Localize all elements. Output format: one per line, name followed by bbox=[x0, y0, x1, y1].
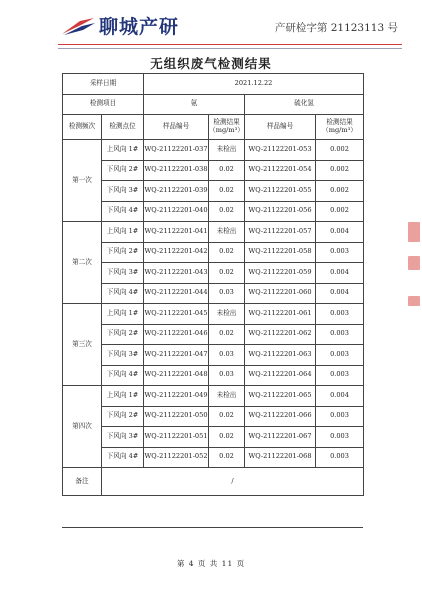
unit-label: （mg/m³） bbox=[209, 126, 244, 134]
point-cell: 上风向 1# bbox=[102, 304, 144, 325]
nh3-result-cell: 0.02 bbox=[209, 160, 245, 181]
col-nh3-result bbox=[209, 115, 245, 140]
h2s-sample-no-cell: WQ-21122201-063 bbox=[245, 345, 316, 366]
h2s-sample-no-cell: WQ-21122201-067 bbox=[245, 427, 316, 448]
h2s-result-cell: 0.003 bbox=[316, 406, 364, 427]
nh3-sample-no-cell: WQ-21122201-046 bbox=[144, 324, 209, 345]
sampling-date-label: 采样日期 bbox=[63, 74, 144, 95]
h2s-result-cell: 0.003 bbox=[316, 447, 364, 468]
h2s-sample-no-cell: WQ-21122201-066 bbox=[245, 406, 316, 427]
point-cell: 上风向 1# bbox=[102, 222, 144, 243]
h2s-sample-no-cell: WQ-21122201-068 bbox=[245, 447, 316, 468]
nh3-result-cell: 0.02 bbox=[209, 201, 245, 222]
h2s-result-cell: 0.004 bbox=[316, 222, 364, 243]
table-row bbox=[63, 283, 364, 304]
report-number: 产研检字第 21123113 号 bbox=[274, 22, 398, 34]
h2s-sample-no-cell: WQ-21122201-061 bbox=[245, 304, 316, 325]
nh3-sample-no-cell: WQ-21122201-050 bbox=[144, 406, 209, 427]
h2s-sample-no-cell: WQ-21122201-064 bbox=[245, 365, 316, 386]
h2s-sample-no-cell: WQ-21122201-055 bbox=[245, 181, 316, 202]
nh3-sample-no-cell: WQ-21122201-049 bbox=[144, 386, 209, 407]
nh3-sample-no-cell: WQ-21122201-039 bbox=[144, 181, 209, 202]
h2s-sample-no-cell: WQ-21122201-058 bbox=[245, 242, 316, 263]
nh3-sample-no-cell: WQ-21122201-043 bbox=[144, 263, 209, 284]
col-nh3-sample-no: 样品编号 bbox=[144, 115, 209, 140]
page-title: 无组织废气检测结果 bbox=[150, 56, 272, 71]
page-footer: 第 4 页 共 11 页 bbox=[176, 559, 246, 568]
nh3-result-cell: 0.02 bbox=[209, 447, 245, 468]
nh3-result-cell: 0.03 bbox=[209, 345, 245, 366]
table-row bbox=[63, 181, 364, 202]
nh3-sample-no-cell: WQ-21122201-040 bbox=[144, 201, 209, 222]
point-cell: 下风向 3# bbox=[102, 345, 144, 366]
result-label: 检测结果 bbox=[326, 118, 353, 127]
h2s-sample-no-cell: WQ-21122201-065 bbox=[245, 386, 316, 407]
h2s-result-cell: 0.003 bbox=[316, 324, 364, 345]
nh3-result-cell: 未检出 bbox=[209, 386, 245, 407]
h2s-sample-no-cell: WQ-21122201-062 bbox=[245, 324, 316, 345]
test-items-label: 检测项目 bbox=[63, 94, 144, 115]
h2s-result-cell: 0.002 bbox=[316, 160, 364, 181]
table-row bbox=[63, 324, 364, 345]
table-frame-bottom bbox=[62, 527, 363, 528]
remarks-row bbox=[63, 468, 364, 496]
nh3-result-cell: 未检出 bbox=[209, 140, 245, 161]
point-cell: 上风向 1# bbox=[102, 386, 144, 407]
nh3-sample-no-cell: WQ-21122201-038 bbox=[144, 160, 209, 181]
table-row bbox=[63, 304, 364, 325]
point-cell: 下风向 2# bbox=[102, 242, 144, 263]
point-cell: 下风向 4# bbox=[102, 365, 144, 386]
h2s-result-cell: 0.002 bbox=[316, 201, 364, 222]
h2s-sample-no-cell: WQ-21122201-060 bbox=[245, 283, 316, 304]
nh3-result-cell: 0.02 bbox=[209, 242, 245, 263]
nh3-sample-no-cell: WQ-21122201-045 bbox=[144, 304, 209, 325]
h2s-sample-no-cell: WQ-21122201-054 bbox=[245, 160, 316, 181]
table-row bbox=[63, 427, 364, 448]
col-frequency: 检测频次 bbox=[63, 115, 102, 140]
nh3-result-cell: 0.02 bbox=[209, 263, 245, 284]
h2s-sample-no-cell: WQ-21122201-057 bbox=[245, 222, 316, 243]
column-header-row bbox=[63, 115, 364, 140]
company-logo bbox=[60, 12, 179, 39]
nh3-result-cell: 0.03 bbox=[209, 283, 245, 304]
remarks-label: 备注 bbox=[63, 468, 102, 496]
nh3-sample-no-cell: WQ-21122201-037 bbox=[144, 140, 209, 161]
item-ammonia: 氨 bbox=[144, 94, 245, 115]
seam-seal-mark bbox=[408, 296, 420, 306]
table-row bbox=[63, 160, 364, 181]
point-cell: 下风向 4# bbox=[102, 447, 144, 468]
point-cell: 下风向 3# bbox=[102, 427, 144, 448]
h2s-sample-no-cell: WQ-21122201-056 bbox=[245, 201, 316, 222]
h2s-result-cell: 0.003 bbox=[316, 365, 364, 386]
point-cell: 下风向 3# bbox=[102, 181, 144, 202]
table-row bbox=[63, 386, 364, 407]
table-row bbox=[63, 345, 364, 366]
unit-label: （mg/m³） bbox=[322, 126, 357, 134]
table-row bbox=[63, 447, 364, 468]
logo-swoosh-icon bbox=[60, 15, 96, 37]
h2s-result-cell: 0.002 bbox=[316, 181, 364, 202]
nh3-result-cell: 未检出 bbox=[209, 222, 245, 243]
h2s-result-cell: 0.003 bbox=[316, 304, 364, 325]
nh3-sample-no-cell: WQ-21122201-047 bbox=[144, 345, 209, 366]
h2s-result-cell: 0.002 bbox=[316, 140, 364, 161]
nh3-result-cell: 未检出 bbox=[209, 304, 245, 325]
company-name: 聊城产研 bbox=[99, 16, 180, 38]
nh3-sample-no-cell: WQ-21122201-048 bbox=[144, 365, 209, 386]
seam-seal-mark bbox=[408, 256, 420, 270]
nh3-result-cell: 0.02 bbox=[209, 406, 245, 427]
col-h2s-result bbox=[316, 115, 364, 140]
remarks-value: / bbox=[102, 468, 364, 496]
col-point: 检测点位 bbox=[102, 115, 144, 140]
result-label: 检测结果 bbox=[213, 118, 240, 127]
h2s-result-cell: 0.004 bbox=[316, 283, 364, 304]
nh3-sample-no-cell: WQ-21122201-044 bbox=[144, 283, 209, 304]
nh3-sample-no-cell: WQ-21122201-051 bbox=[144, 427, 209, 448]
sampling-date-row bbox=[63, 74, 364, 95]
table-row bbox=[63, 263, 364, 284]
header-divider bbox=[58, 44, 402, 49]
h2s-sample-no-cell: WQ-21122201-053 bbox=[245, 140, 316, 161]
nh3-sample-no-cell: WQ-21122201-041 bbox=[144, 222, 209, 243]
h2s-result-cell: 0.003 bbox=[316, 427, 364, 448]
table-row bbox=[63, 406, 364, 427]
point-cell: 上风向 1# bbox=[102, 140, 144, 161]
sampling-date-value: 2021.12.22 bbox=[144, 74, 364, 95]
h2s-result-cell: 0.004 bbox=[316, 263, 364, 284]
table-row bbox=[63, 365, 364, 386]
frequency-cell: 第四次 bbox=[63, 386, 102, 468]
nh3-result-cell: 0.02 bbox=[209, 324, 245, 345]
point-cell: 下风向 2# bbox=[102, 160, 144, 181]
nh3-result-cell: 0.02 bbox=[209, 181, 245, 202]
seam-seal-mark bbox=[408, 222, 420, 242]
point-cell: 下风向 3# bbox=[102, 263, 144, 284]
frequency-cell: 第三次 bbox=[63, 304, 102, 386]
test-items-row bbox=[63, 94, 364, 115]
item-hydrogen-sulfide: 硫化氢 bbox=[245, 94, 364, 115]
nh3-sample-no-cell: WQ-21122201-042 bbox=[144, 242, 209, 263]
nh3-result-cell: 0.03 bbox=[209, 365, 245, 386]
frequency-cell: 第一次 bbox=[63, 140, 102, 222]
frequency-cell: 第二次 bbox=[63, 222, 102, 304]
table-row bbox=[63, 140, 364, 161]
point-cell: 下风向 2# bbox=[102, 406, 144, 427]
point-cell: 下风向 2# bbox=[102, 324, 144, 345]
table-row bbox=[63, 201, 364, 222]
point-cell: 下风向 4# bbox=[102, 283, 144, 304]
table-row bbox=[63, 222, 364, 243]
table-row bbox=[63, 242, 364, 263]
h2s-result-cell: 0.004 bbox=[316, 386, 364, 407]
point-cell: 下风向 4# bbox=[102, 201, 144, 222]
h2s-result-cell: 0.003 bbox=[316, 345, 364, 366]
col-h2s-sample-no: 样品编号 bbox=[245, 115, 316, 140]
h2s-result-cell: 0.003 bbox=[316, 242, 364, 263]
h2s-sample-no-cell: WQ-21122201-059 bbox=[245, 263, 316, 284]
results-table bbox=[62, 73, 364, 496]
nh3-result-cell: 0.02 bbox=[209, 427, 245, 448]
nh3-sample-no-cell: WQ-21122201-052 bbox=[144, 447, 209, 468]
